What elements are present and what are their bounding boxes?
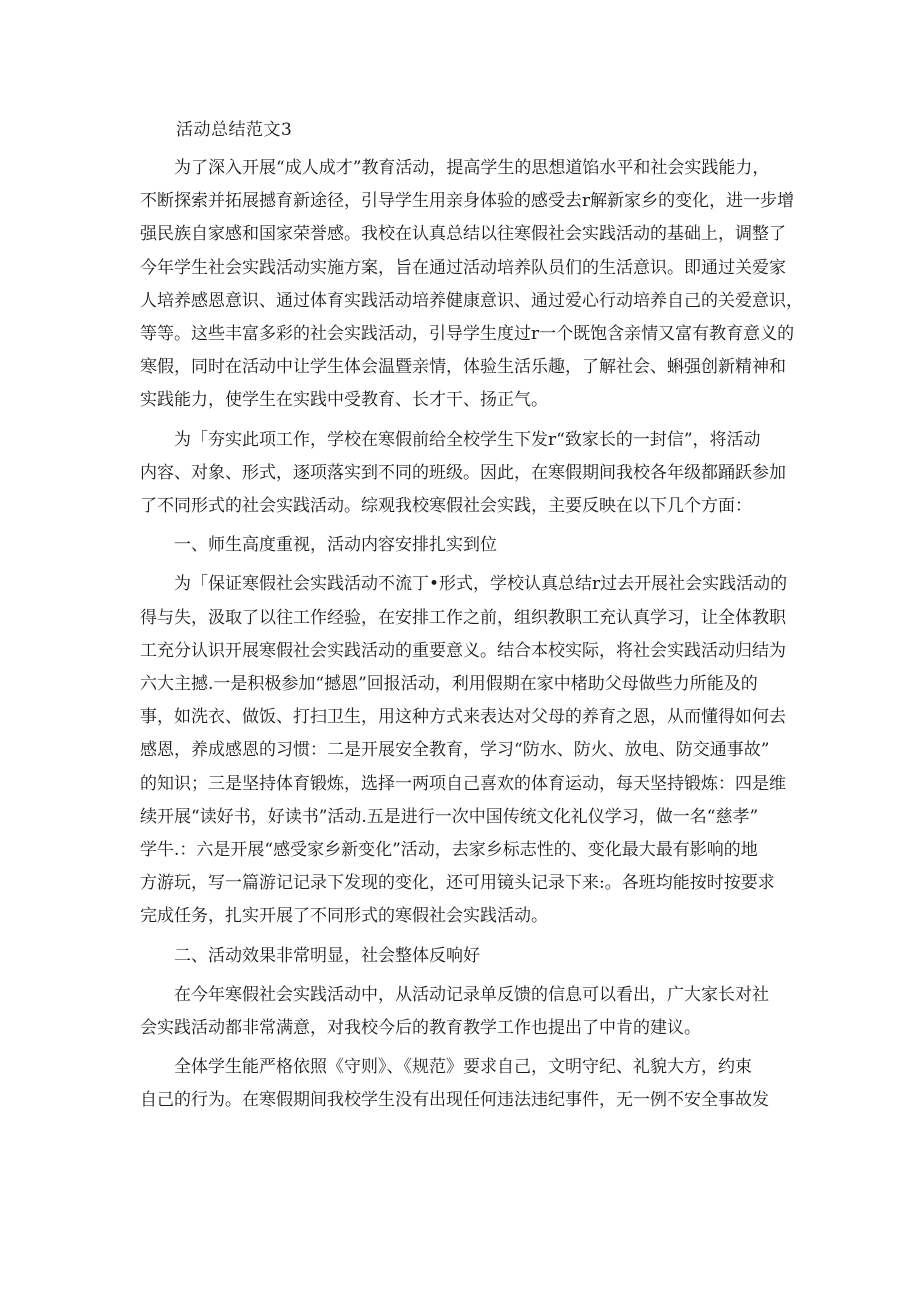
- paragraph-line: 自己的行为。在寒假期间我校学生没有出现任何违法违纪事件，无一例不安全事故发: [140, 1090, 769, 1111]
- paragraph-line: 得与失，汲取了以往工作经验，在安排工作之前，组织教职工充认真学习，让全体教职: [140, 607, 786, 628]
- paragraph-line: 方游玩，写一篇游记记录下发现的变化，还可用镜头记录下来:。各班均能按时按要求: [140, 873, 775, 894]
- paragraph-line: 感恩，养成感恩的习惯：二是开展安全教育，学习“防水、防火、放电、防交通事故”: [140, 740, 770, 761]
- paragraph-line: 二、活动效果非常明显，社会整体反响好: [174, 945, 480, 966]
- paragraph-line: 会实践活动都非常满意，对我校今后的教育教学工作也提出了中肯的建议。: [140, 1018, 701, 1039]
- paragraph-line: 内容、对象、形式，逐项落实到不同的班级。因此，在寒假期间我校各年级都踊跃参加: [140, 462, 786, 483]
- paragraph: [140, 940, 780, 973]
- paragraph-line: 完成任务，扎实开展了不同形式的寒假社会实践活动。: [140, 906, 548, 927]
- paragraph: [140, 568, 788, 933]
- paragraph-line: 为「夯实此项工作，学校在寒假前给全校学生下发r“致家长的一封信”，将活动: [174, 429, 761, 450]
- paragraph-line: 一、师生高度重视，活动内容安排扎实到位: [174, 535, 497, 556]
- paragraph: [140, 152, 803, 418]
- paragraph: [140, 979, 780, 1045]
- document-body: [140, 152, 803, 1118]
- paragraph-line: 人培养感恩意识、通过体育实践活动培养健康意识、通过爱心行动培养自己的关爱意识，: [140, 290, 803, 311]
- paragraph-line: 学牛.：六是开展“感受家乡新变化”活动，去家乡标志性的、变化最大最有影响的地: [140, 840, 758, 861]
- paragraph-line: 在今年寒假社会实践活动中，从活动记录单反馈的信息可以看出，广大家长对社: [174, 984, 769, 1005]
- paragraph: [140, 424, 786, 524]
- paragraph-line: 全体学生能严格依照《守则》、《规范》要求自己，文明守纪、礼貌大方，约束: [174, 1057, 752, 1078]
- paragraph-line: 续开展“读好书，好读书”活动.五是进行一次中国传统文化礼仪学习，做一名“慈孝”: [140, 806, 759, 827]
- paragraph: [140, 529, 780, 562]
- paragraph-line: 实践能力，使学生在实践中受教育、长才干、扬正气。: [140, 390, 548, 411]
- paragraph-line: 寒假，同时在活动中让学生体会温暨亲情，体验生活乐趣，了解社会、蝌强创新精神和: [140, 357, 786, 378]
- paragraph-line: 今年学生社会实践活动实施方案，旨在通过活动培养队员们的生活意识。即通过关爱家: [140, 257, 786, 278]
- paragraph: [140, 1051, 780, 1117]
- paragraph-line: 六大主撼.一是积极参加“撼恩”回报活动，利用假期在家中楮助父母做些力所能及的: [140, 674, 758, 695]
- paragraph-line: 为了深入开展“成人成才”教育活动，提高学生的思想道馅水平和社会实践能力，: [174, 158, 770, 178]
- paragraph-line: 为「保证寒假社会实践活动不流丁•形式，学校认真总结r过去开展社会实践活动的: [174, 574, 788, 595]
- paragraph-line: 的知识；三是坚持体育锻炼，选择一两项自己喜欢的体育运动，每天坚持锻炼：四是维: [140, 773, 786, 794]
- paragraph-line: 不断探索并拓展撼育新途径，引导学生用亲身体验的感受去r解新家乡的变化，进一步增: [140, 191, 795, 212]
- paragraph-line: 强民族自家感和国家荣誉感。我校在认真总结以往寒假社会实践活动的基础上，调整了: [140, 224, 786, 245]
- paragraph-line: 等等。这些丰富多彩的社会实践活动，引导学生度过r一个既饱含亲情又富有教育意义的: [140, 324, 795, 345]
- document-title: 活动总结范文3: [176, 120, 293, 140]
- paragraph-line: 事，如洗衣、做饭、打扫卫生，用这种方式来表达对父母的养育之恩，从而懂得如何去: [140, 707, 786, 728]
- paragraph-line: 了不同形式的社会实践活动。综观我校寒假社会实践，主要反映在以下几个方面：: [140, 496, 752, 517]
- paragraph-line: 工充分认识开展寒假社会实践活动的重要意义。结合本校实际，将社会实践活动归结为: [140, 640, 786, 661]
